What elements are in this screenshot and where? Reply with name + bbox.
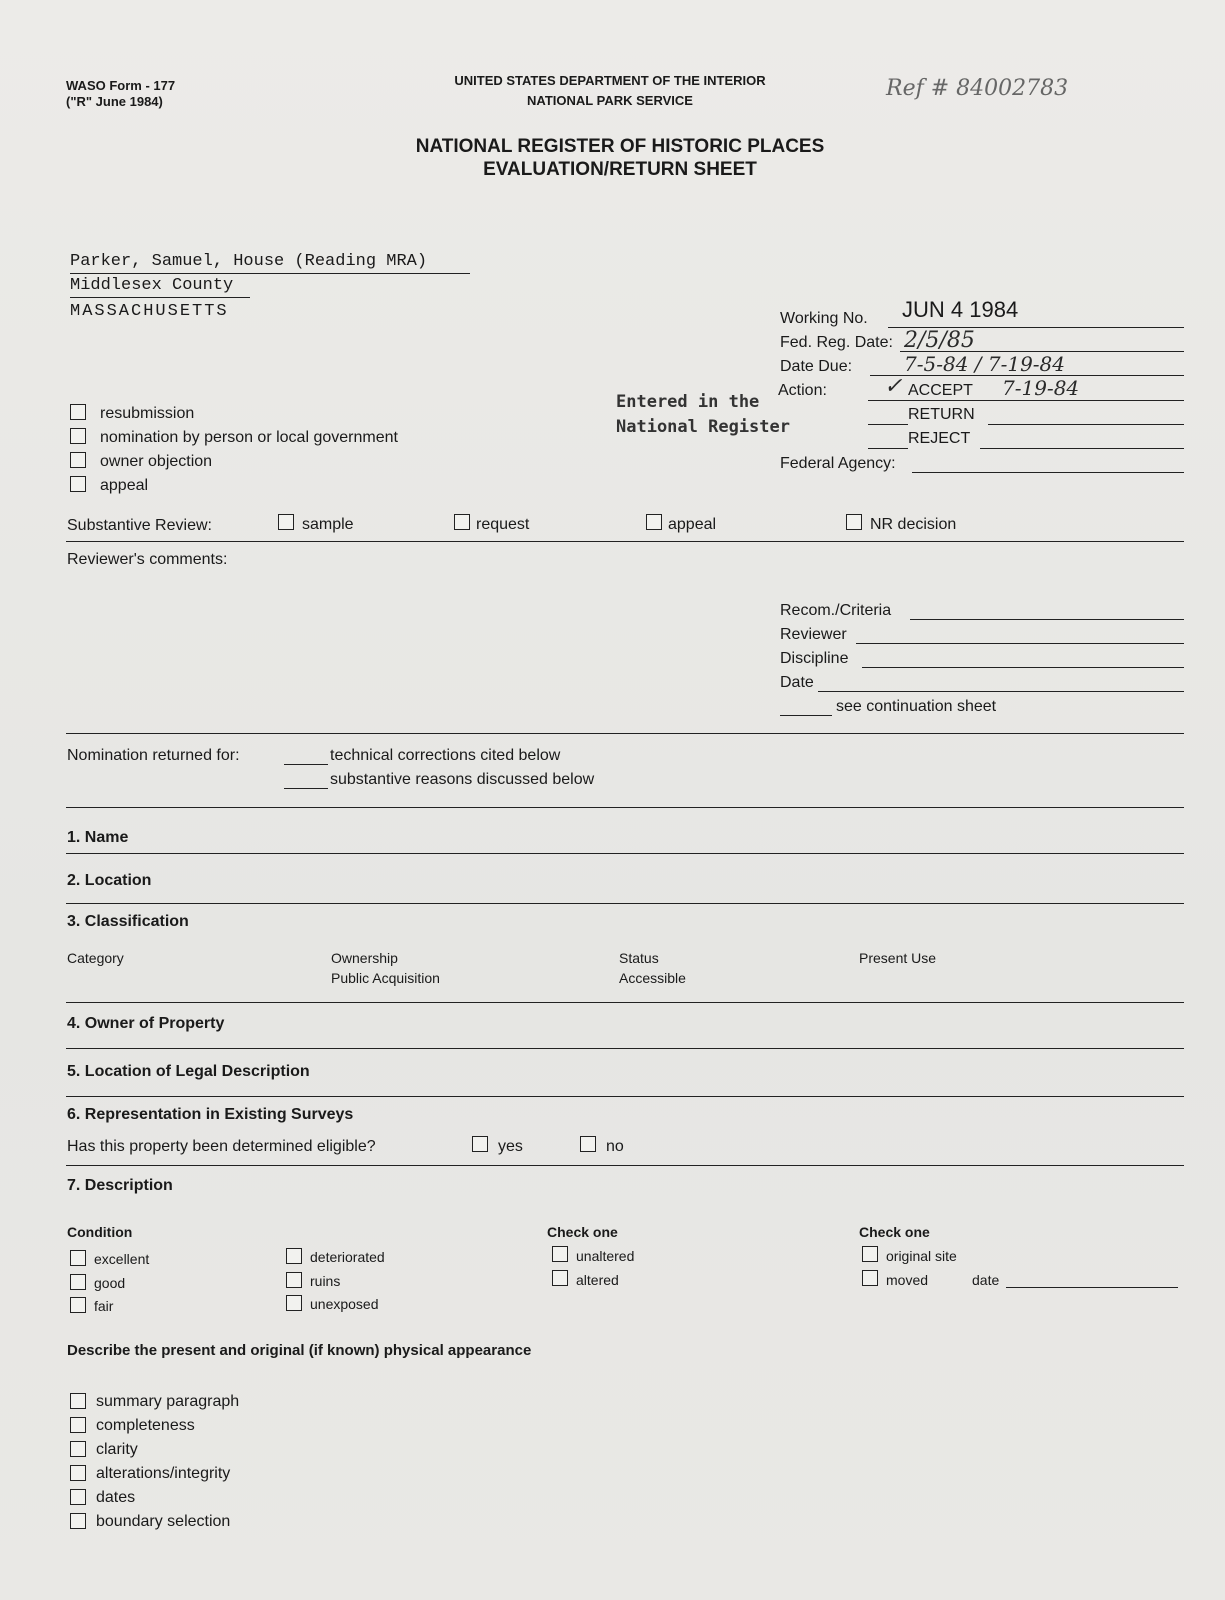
good-checkbox[interactable] [70,1274,86,1290]
date-due-value[interactable]: 7-5-84 / 7-19-84 [904,352,1066,376]
resubmission-label: resubmission [100,405,195,422]
continuation-sheet-label: see continuation sheet [836,698,997,715]
section-location: 2. Location [67,872,152,889]
nomination-returned-label: Nomination returned for: [67,747,240,764]
eligible-yes-checkbox[interactable] [472,1136,488,1152]
eligible-yes-label: yes [498,1138,523,1155]
nr-decision-checkbox[interactable] [846,514,862,530]
form-subtitle: EVALUATION/RETURN SHEET [483,159,757,180]
accept-label: ACCEPT [908,382,973,399]
ownership-header: Ownership [331,950,398,966]
clarity-checkbox[interactable] [70,1441,86,1457]
fed-reg-date-value[interactable]: 2/5/85 [904,328,975,353]
property-state: MASSACHUSETTS [70,302,229,321]
sample-label: sample [302,516,354,533]
ruins-checkbox[interactable] [286,1272,302,1288]
property-name: Parker, Samuel, House (Reading MRA) [70,252,428,271]
moved-date-label: date [972,1272,1000,1288]
completeness-checkbox[interactable] [70,1417,86,1433]
substantive-review-label: Substantive Review: [67,517,212,534]
section-classification: 3. Classification [67,913,189,930]
deteriorated-checkbox[interactable] [286,1248,302,1264]
recom-criteria-label: Recom./Criteria [780,602,892,619]
dates-checkbox[interactable] [70,1489,86,1505]
substantive-reasons-label: substantive reasons discussed below [330,771,595,788]
moved-label: moved [886,1272,929,1288]
excellent-label: excellent [94,1251,150,1267]
present-use-header: Present Use [859,950,937,966]
working-no-label: Working No. [780,310,868,327]
sample-checkbox[interactable] [278,514,294,530]
excellent-checkbox[interactable] [70,1250,86,1266]
request-label: request [476,516,530,533]
appearance-header: Describe the present and original (if known) physical appearance [67,1342,532,1359]
entered-stamp-line1: Entered in the [616,392,760,412]
resubmission-checkbox[interactable] [70,404,86,420]
fair-checkbox[interactable] [70,1297,86,1313]
appeal-label: appeal [100,477,149,494]
section-legal-description: 5. Location of Legal Description [67,1063,310,1080]
deteriorated-label: deteriorated [310,1249,385,1265]
summary-paragraph-label: summary paragraph [96,1393,240,1410]
unaltered-checkbox[interactable] [552,1246,568,1262]
section-name: 1. Name [67,829,129,846]
alterations-integrity-checkbox[interactable] [70,1465,86,1481]
clarity-label: clarity [96,1441,138,1458]
public-acquisition-header: Public Acquisition [331,970,440,986]
reject-label: REJECT [908,430,971,447]
summary-paragraph-checkbox[interactable] [70,1393,86,1409]
nomination-by-person-label: nomination by person or local government [100,429,398,446]
accept-date[interactable]: 7-19-84 [1002,376,1080,400]
fed-reg-date-label: Fed. Reg. Date: [780,334,893,351]
form-id: WASO Form - 177 [66,78,176,93]
owner-objection-checkbox[interactable] [70,452,86,468]
ruins-label: ruins [310,1273,341,1289]
dates-label: dates [96,1489,136,1506]
unaltered-label: unaltered [576,1248,635,1264]
eligible-no-checkbox[interactable] [580,1136,596,1152]
federal-agency-label: Federal Agency: [780,455,896,472]
service-name: NATIONAL PARK SERVICE [527,93,693,108]
appeal-checkbox[interactable] [70,476,86,492]
action-label: Action: [778,382,827,399]
request-checkbox[interactable] [454,514,470,530]
form-title: NATIONAL REGISTER OF HISTORIC PLACES [415,136,825,157]
altered-label: altered [576,1272,619,1288]
review-date-label: Date [780,674,814,691]
unexposed-label: unexposed [310,1296,379,1312]
reviewer-comments-label: Reviewer's comments: [67,551,228,568]
good-label: good [94,1275,126,1291]
owner-objection-label: owner objection [100,453,213,470]
check-one-site-header: Check one [859,1224,930,1240]
appeal-review-checkbox[interactable] [646,514,662,530]
discipline-label: Discipline [780,650,849,667]
eligibility-question: Has this property been determined eligible? [67,1138,376,1155]
eligible-no-label: no [606,1138,624,1155]
accessible-header: Accessible [619,970,686,986]
section-description: 7. Description [67,1177,173,1194]
reference-number: Ref # 84002783 [886,76,1069,101]
section-owner: 4. Owner of Property [67,1015,225,1032]
form-date: ("R" June 1984) [66,94,163,109]
department-name: UNITED STATES DEPARTMENT OF THE INTERIOR [454,73,766,88]
boundary-selection-checkbox[interactable] [70,1513,86,1529]
unexposed-checkbox[interactable] [286,1295,302,1311]
boundary-selection-label: boundary selection [96,1513,231,1530]
nomination-by-person-checkbox[interactable] [70,428,86,444]
original-site-checkbox[interactable] [862,1246,878,1262]
nr-decision-label: NR decision [870,516,957,533]
status-header: Status [619,950,659,966]
accept-checkmark: ✓ [884,374,903,399]
section-surveys: 6. Representation in Existing Surveys [67,1106,354,1123]
entered-stamp-line2: National Register [616,417,790,437]
technical-corrections-label: technical corrections cited below [330,747,561,764]
category-header: Category [67,950,124,966]
original-site-label: original site [886,1248,957,1264]
moved-checkbox[interactable] [862,1270,878,1286]
fair-label: fair [94,1298,114,1314]
alterations-integrity-label: alterations/integrity [96,1465,231,1482]
appeal-review-label: appeal [668,516,717,533]
completeness-label: completeness [96,1417,195,1434]
return-label: RETURN [908,406,975,423]
property-county: Middlesex County [70,276,234,295]
reviewer-label: Reviewer [780,626,847,643]
date-due-label: Date Due: [780,358,853,375]
condition-header: Condition [67,1224,133,1240]
check-one-alteration-header: Check one [547,1224,618,1240]
working-no-value[interactable]: JUN 4 1984 [902,297,1019,322]
altered-checkbox[interactable] [552,1270,568,1286]
